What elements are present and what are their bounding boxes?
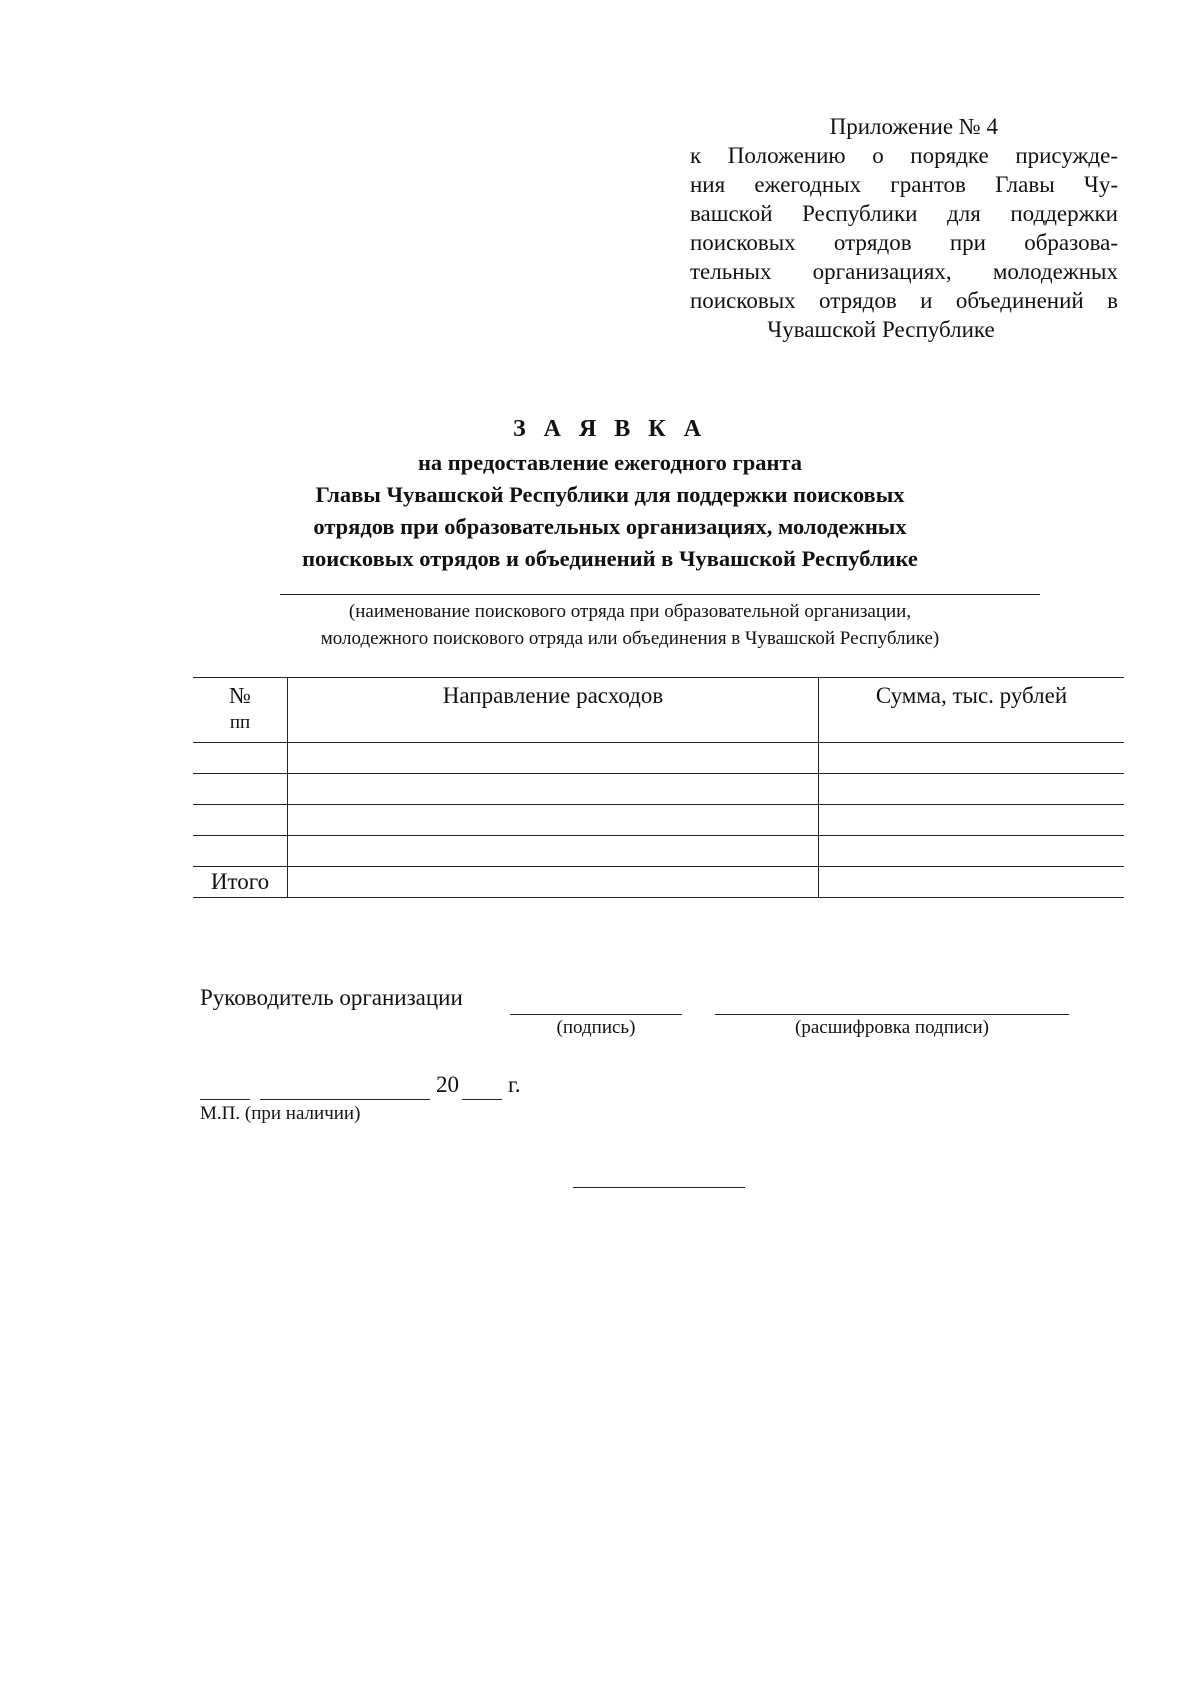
table-cell[interactable] [819,743,1125,774]
header-sum: Сумма, тыс. рублей [819,678,1125,743]
expense-table [193,677,1124,898]
appendix-line: ния ежегодных грантов Главы Чу- [690,172,1118,197]
month-field[interactable] [260,1099,430,1100]
table-row [193,805,1124,836]
header-number [193,678,288,743]
table-cell[interactable] [193,743,288,774]
table-cell[interactable] [288,743,819,774]
signature-decode-caption: (расшифровка подписи) [795,1017,989,1038]
organization-name-field[interactable] [280,594,1040,595]
appendix-line: поисковых отрядов и объединений в [690,288,1118,313]
caption-line: молодежного поискового отряда или объединения в Чувашской Республике) [320,628,940,649]
title-main: З А Я В К А [512,416,708,442]
signature-decode-field[interactable] [715,1014,1069,1015]
table-cell[interactable] [819,774,1125,805]
header-number-label: № [229,683,251,708]
table-header-row [193,678,1124,743]
table-row [193,774,1124,805]
table-cell[interactable] [819,836,1125,867]
year-prefix: 20 [436,1072,459,1097]
total-label: Итого [193,867,288,898]
head-label: Руководитель организации [200,985,463,1010]
organization-name-caption [200,598,1060,652]
table-cell[interactable] [288,836,819,867]
table-row [193,743,1124,774]
table-cell[interactable] [288,867,819,898]
header-number-sub: пп [229,712,251,733]
table-cell[interactable] [288,805,819,836]
header-direction: Направление расходов [288,678,819,743]
total-sum-cell[interactable] [819,867,1125,898]
document-title [200,413,1020,575]
stamp-note: М.П. (при наличии) [200,1103,361,1124]
signature-field[interactable] [510,1014,682,1015]
title-line: Главы Чувашской Республики для поддержки поисковых [315,482,905,507]
title-line: поисковых отрядов и объединений в Чувашской Республике [302,546,918,571]
table-cell[interactable] [288,774,819,805]
appendix-line: поисковых отрядов при образова- [690,230,1118,255]
date-row [200,1072,600,1102]
year-suffix: г. [508,1072,521,1097]
appendix-line: тельных организациях, молодежных [690,259,1118,284]
table-cell[interactable] [193,836,288,867]
appendix-block [690,112,1118,344]
signature-caption: (подпись) [556,1017,636,1038]
table-row [193,836,1124,867]
title-line: отрядов при образовательных организациях, молодежных [313,514,907,539]
table-cell[interactable] [193,805,288,836]
table-total-row [193,867,1124,898]
end-divider [573,1187,745,1188]
table-cell[interactable] [193,774,288,805]
appendix-line: вашской Республики для поддержки [690,201,1118,226]
appendix-number: Приложение № 4 [829,114,998,139]
appendix-text [690,141,1118,344]
title-line: на предоставление ежегодного гранта [417,450,803,475]
year-field[interactable] [462,1099,502,1100]
table-cell[interactable] [819,805,1125,836]
appendix-line: Чувашской Республике [767,317,995,342]
appendix-line: к Положению о порядке присужде- [690,143,1118,168]
day-field[interactable] [200,1099,250,1100]
caption-line: (наименование поискового отряда при образовательной организации, [348,601,912,622]
